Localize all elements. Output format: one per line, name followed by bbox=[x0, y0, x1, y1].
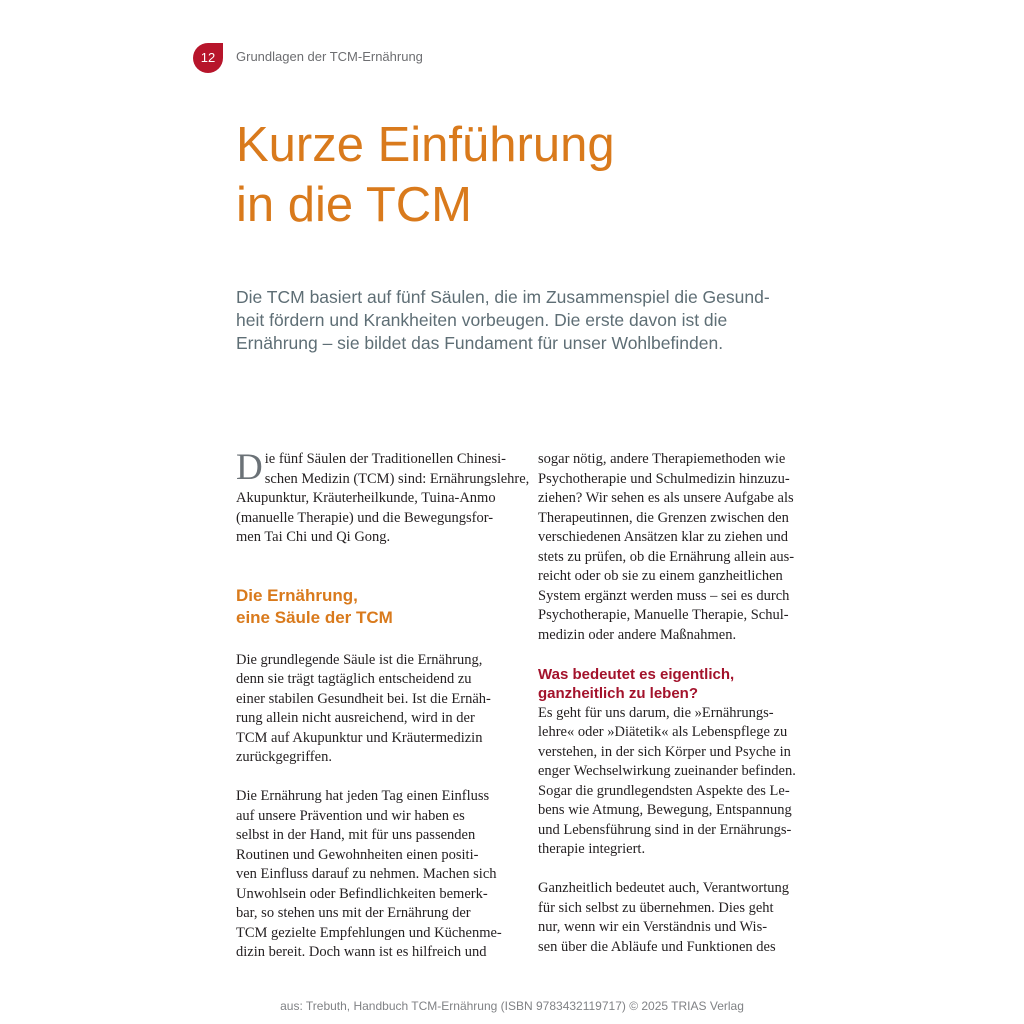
heading-line: ganzheitlich zu leben? bbox=[538, 685, 699, 702]
text-line: (manuelle Therapie) und die Bewegungsfor- bbox=[236, 509, 494, 526]
text-line: bens wie Atmung, Bewegung, Entspannung bbox=[538, 802, 792, 818]
text-line: medizin oder andere Maßnahmen. bbox=[538, 626, 737, 643]
text-line: für sich selbst zu übernehmen. Dies geht bbox=[538, 899, 774, 916]
subsection-heading bbox=[538, 665, 818, 704]
drop-cap: D bbox=[236, 447, 263, 488]
text-line: schen Medizin (TCM) sind: Ernährungslehre, bbox=[264, 470, 530, 487]
text-line: stets zu prüfen, ob die Ernährung allein aus- bbox=[538, 548, 795, 565]
text-line: rung allein nicht ausreichend, wird in der bbox=[236, 710, 475, 726]
text-line: Psychotherapie und Schulmedizin hinzuzu- bbox=[538, 470, 790, 487]
text-line: ven Einfluss darauf zu nehmen. Machen sich bbox=[236, 866, 497, 882]
body-paragraph bbox=[538, 879, 818, 957]
text-line: verstehen, in der sich Körper und Psyche in bbox=[538, 743, 791, 760]
text-line: ie fünf Säulen der Traditionellen Chinesi- bbox=[264, 451, 506, 467]
lead-line: Die TCM basiert auf fünf Säulen, die im Zusammenspiel die Gesund- bbox=[236, 287, 770, 307]
text-line: bar, so stehen uns mit der Ernährung der bbox=[236, 905, 471, 921]
text-line: therapie integriert. bbox=[538, 841, 646, 857]
text-line: auf unsere Prävention und wir haben es bbox=[236, 807, 465, 824]
text-line: Akupunktur, Kräuterheilkunde, Tuina-Anmo bbox=[236, 490, 496, 506]
lead-paragraph bbox=[236, 286, 796, 355]
text-line: Die grundlegende Säule ist die Ernährung, bbox=[236, 651, 483, 668]
lead-line: heit fördern und Krankheiten vorbeugen. Die erste davon ist die bbox=[236, 310, 728, 330]
page-number-badge: 12 bbox=[193, 43, 223, 73]
body-paragraph bbox=[236, 651, 516, 768]
text-line: Es geht für uns darum, die »Ernährungs- bbox=[538, 704, 774, 721]
chapter-title-line: in die TCM bbox=[236, 178, 473, 232]
text-line: enger Wechselwirkung zueinander befinden. bbox=[538, 763, 796, 779]
right-column bbox=[538, 450, 818, 957]
intro-paragraph bbox=[236, 447, 530, 548]
text-line: denn sie trägt tagtäglich entscheidend zu bbox=[236, 671, 472, 687]
text-line: men Tai Chi und Qi Gong. bbox=[236, 529, 391, 545]
body-paragraph bbox=[538, 450, 818, 645]
heading-line: eine Säule der TCM bbox=[236, 607, 393, 627]
text-line: sogar nötig, andere Therapiemethoden wie bbox=[538, 451, 786, 467]
body-paragraph bbox=[538, 704, 818, 860]
text-line: Sogar die grundlegendsten Aspekte des Le- bbox=[538, 782, 790, 799]
text-line: System ergänzt werden muss – sei es durch bbox=[538, 587, 790, 604]
text-line: selbst in der Hand, mit für uns passenden bbox=[236, 827, 476, 843]
text-line: zurückgegriffen. bbox=[236, 749, 332, 765]
text-line: einer stabilen Gesundheit bei. Ist die Ernäh- bbox=[236, 690, 491, 707]
text-line: nur, wenn wir ein Verständnis und Wis- bbox=[538, 919, 768, 935]
running-head: Grundlagen der TCM-Ernährung bbox=[236, 49, 423, 64]
chapter-title-line: Kurze Einführung bbox=[236, 118, 615, 172]
text-line: Die Ernährung hat jeden Tag einen Einfluss bbox=[236, 788, 490, 804]
text-line: Unwohlsein oder Befindlichkeiten bemerk- bbox=[236, 885, 488, 902]
left-column bbox=[236, 447, 530, 963]
text-line: Therapeutinnen, die Grenzen zwischen den bbox=[538, 509, 789, 526]
text-line: Ganzheitlich bedeutet auch, Verantwortung bbox=[538, 880, 789, 896]
text-line: und Lebensführung sind in der Ernährungs- bbox=[538, 821, 792, 838]
chapter-title bbox=[236, 115, 615, 235]
lead-line: Ernährung – sie bildet das Fundament für unser Wohlbefinden. bbox=[236, 333, 724, 353]
text-line: Psychotherapie, Manuelle Therapie, Schul- bbox=[538, 607, 789, 623]
heading-line: Die Ernährung, bbox=[236, 585, 358, 605]
heading-line: Was bedeutet es eigentlich, bbox=[538, 665, 735, 683]
text-line: reicht oder ob sie zu einem ganzheitlichen bbox=[538, 568, 783, 584]
body-paragraph bbox=[236, 787, 516, 963]
text-line: TCM auf Akupunktur und Kräutermedizin bbox=[236, 729, 483, 746]
text-line: TCM gezielte Empfehlungen und Küchenme- bbox=[236, 924, 502, 941]
text-line: verschiedenen Ansätzen klar zu ziehen und bbox=[538, 529, 789, 545]
source-footer: aus: Trebuth, Handbuch TCM-Ernährung (ISBN 9783432119717) © 2025 TRIAS Verlag bbox=[280, 999, 744, 1013]
text-line: sen über die Abläufe und Funktionen des bbox=[538, 938, 776, 955]
text-line: Routinen und Gewohnheiten einen positi- bbox=[236, 846, 479, 863]
section-heading bbox=[236, 585, 516, 629]
text-line: lehre« oder »Diätetik« als Lebenspflege zu bbox=[538, 724, 788, 740]
text-line: ziehen? Wir sehen es als unsere Aufgabe als bbox=[538, 490, 794, 506]
text-line: dizin bereit. Doch wann ist es hilfreich und bbox=[236, 944, 487, 960]
